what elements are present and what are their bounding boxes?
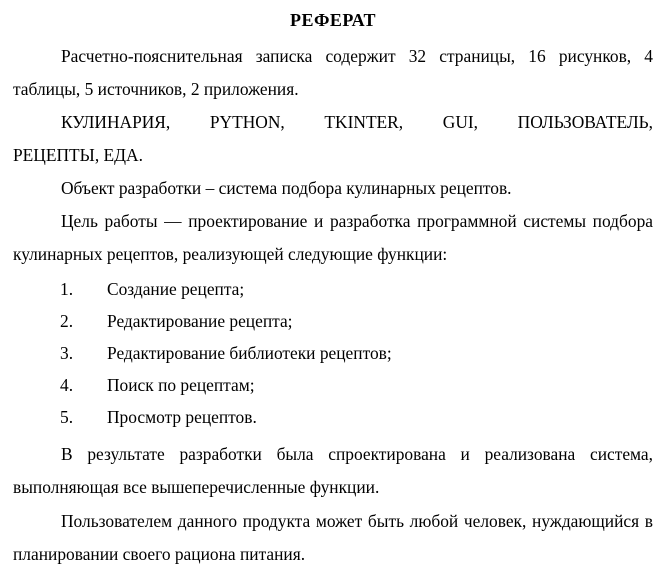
list-item <box>0 274 666 304</box>
summary-paragraph: Расчетно-пояснительная записка содержит 32 страницы, 16 рисунков, 4 таблицы, 5 источников, 2 приложения. <box>13 46 653 99</box>
keywords-line-1 <box>13 106 653 139</box>
list-item-number: 4. <box>60 375 74 395</box>
keywords-line-2: РЕЦЕПТЫ, ЕДА. <box>13 145 143 165</box>
object-paragraph: Объект разработки – система подбора кулинарных рецептов. <box>61 178 512 198</box>
keyword: PYTHON, <box>209 112 285 132</box>
list-item-text: Просмотр рецептов. <box>107 407 257 427</box>
list-item-number: 5. <box>60 407 74 427</box>
keyword: ПОЛЬЗОВАТЕЛЬ, <box>517 112 653 132</box>
keywords-block <box>13 106 653 172</box>
keyword: GUI, <box>442 112 479 132</box>
list-item-text: Редактирование рецепта; <box>107 311 293 331</box>
list-item-text: Редактирование библиотеки рецептов; <box>107 343 392 363</box>
document-title: РЕФЕРАТ <box>289 10 377 30</box>
list-item <box>0 306 666 336</box>
list-item <box>0 402 666 432</box>
list-item-text: Поиск по рецептам; <box>107 375 255 395</box>
list-item <box>0 338 666 368</box>
user-paragraph: Пользователем данного продукта может быть любой человек, нуждающийся в планировании своего рациона питания. <box>13 511 653 564</box>
keyword: КУЛИНАРИЯ, <box>61 112 171 132</box>
list-item-number: 1. <box>60 279 74 299</box>
goal-paragraph: Цель работы — проектирование и разработка программной системы подбора кулинарных рецептов, реализующей следующие функции: <box>13 211 653 264</box>
keyword: TKINTER, <box>324 112 404 132</box>
list-item-text: Создание рецепта; <box>107 279 245 299</box>
list-item-number: 3. <box>60 343 74 363</box>
list-item <box>0 370 666 400</box>
list-item-number: 2. <box>60 311 74 331</box>
result-paragraph: В результате разработки была спроектирована и реализована система, выполняющая все вышеперечисленные функции. <box>13 444 653 497</box>
